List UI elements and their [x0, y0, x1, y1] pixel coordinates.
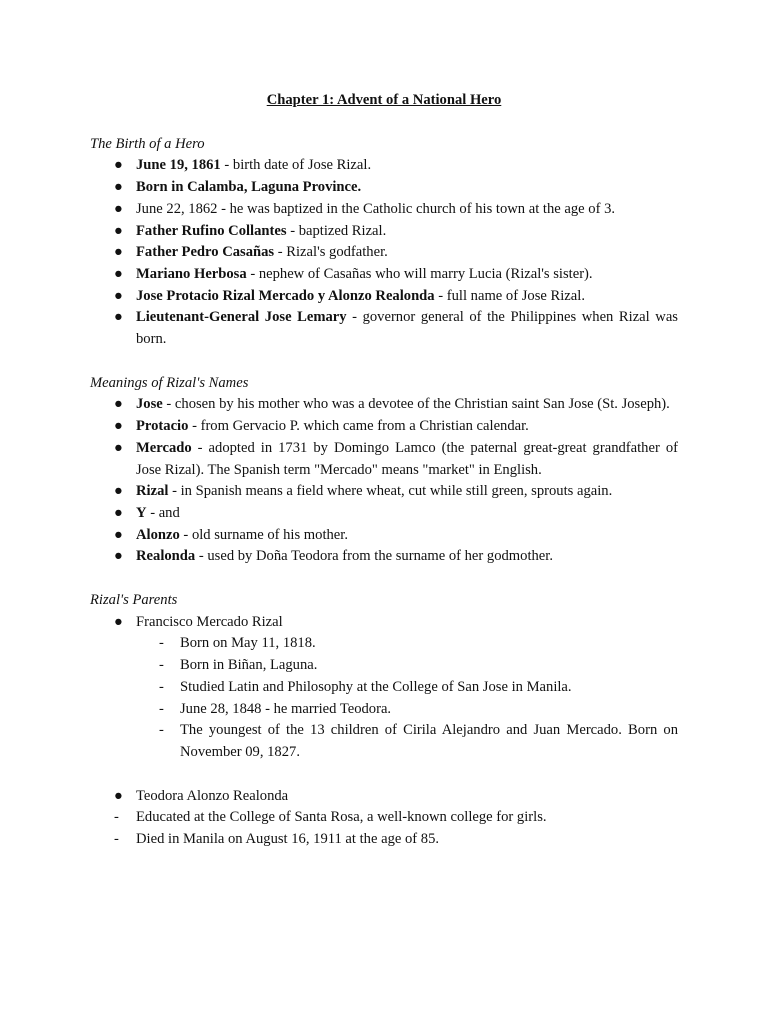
father-details-list: [90, 633, 678, 763]
item-text: - adopted in 1731 by Domingo Lamco (the paternal great-great grandfather of Jose Rizal). The Spanish term "Mercado" means "market" in English.: [136, 439, 678, 478]
section-heading-birth: The Birth of a Hero: [90, 135, 205, 152]
item-term: Father Pedro Casañas: [136, 244, 275, 261]
item-term: Mercado: [136, 439, 192, 456]
item-text: Studied Latin and Philosophy at the College of San Jose in Manila.: [180, 678, 572, 695]
dash-icon: -: [159, 657, 164, 674]
item-text: The youngest of the 13 children of Cirila Alejandro and Juan Mercado. Born on November 09, 1827.: [180, 722, 678, 760]
father-list: [90, 612, 678, 634]
list-item: [90, 155, 678, 177]
chapter-title: Chapter 1: Advent of a National Hero: [266, 92, 502, 108]
bullet-icon: ●: [114, 179, 123, 196]
item-text: - baptized Rizal.: [286, 222, 387, 239]
bullet-icon: ●: [114, 287, 123, 304]
list-item: [90, 699, 678, 721]
bullet-icon: ●: [114, 157, 123, 174]
item-text: - chosen by his mother who was a devotee of the Christian saint San Jose (St. Joseph).: [162, 396, 670, 413]
item-text: - nephew of Casañas who will marry Lucia (Rizal's sister).: [246, 265, 593, 282]
item-term: Father Rufino Collantes: [136, 222, 287, 239]
list-item: [90, 307, 678, 350]
item-text: - Rizal's godfather.: [274, 244, 388, 261]
bullet-icon: ●: [114, 265, 123, 282]
father-name: Francisco Mercado Rizal: [136, 613, 283, 630]
dash-icon: -: [159, 678, 164, 695]
mother-name: Teodora Alonzo Realonda: [136, 787, 289, 804]
list-item: [90, 438, 678, 481]
spacer: [90, 764, 678, 786]
item-text: Born on May 11, 1818.: [180, 635, 316, 652]
item-term: Born in Calamba, Laguna Province.: [136, 179, 362, 196]
list-item: [90, 481, 678, 503]
item-term: Lieutenant-General Jose Lemary: [136, 309, 347, 326]
names-list: [90, 394, 678, 568]
list-item: [90, 525, 678, 547]
list-item-father: [90, 612, 678, 634]
list-item: [90, 177, 678, 199]
list-item: [90, 546, 678, 568]
item-term: Alonzo: [136, 526, 180, 543]
item-text: - in Spanish means a field where wheat, cut while still green, sprouts again.: [168, 483, 613, 500]
list-item: [90, 677, 678, 699]
item-text: - used by Doña Teodora from the surname of her godmother.: [195, 548, 553, 565]
dash-icon: -: [159, 635, 164, 652]
list-item: [90, 286, 678, 308]
item-term: Realonda: [136, 548, 196, 565]
list-item: [90, 242, 678, 264]
section-heading-names: Meanings of Rizal's Names: [90, 374, 249, 391]
list-item-mother: [90, 786, 678, 808]
list-item: [90, 264, 678, 286]
bullet-icon: ●: [114, 439, 123, 456]
item-term: Protacio: [136, 418, 189, 435]
dash-icon: -: [159, 722, 164, 739]
dash-icon: -: [159, 700, 164, 717]
list-item: [90, 503, 678, 525]
dash-icon: -: [114, 809, 119, 826]
bullet-icon: ●: [114, 787, 123, 804]
item-term: Rizal: [136, 483, 169, 500]
mother-list: [90, 786, 678, 808]
item-text: - birth date of Jose Rizal.: [220, 157, 372, 174]
item-term: Jose Protacio Rizal Mercado y Alonzo Realonda: [136, 287, 435, 304]
item-term: Y: [136, 504, 147, 521]
birth-list: [90, 155, 678, 350]
mother-details-list: [90, 807, 678, 850]
item-text: Born in Biñan, Laguna.: [180, 657, 318, 674]
bullet-icon: ●: [114, 222, 123, 239]
bullet-icon: ●: [114, 613, 123, 630]
item-text: - and: [146, 504, 180, 521]
document-body: [90, 90, 678, 851]
list-item: [90, 633, 678, 655]
item-term: June 19, 1861: [136, 157, 221, 174]
item-text: - old surname of his mother.: [179, 526, 348, 543]
list-item: [90, 829, 678, 851]
bullet-icon: ●: [114, 548, 123, 565]
list-item: [90, 221, 678, 243]
item-term: Mariano Herbosa: [136, 265, 247, 282]
item-text: Died in Manila on August 16, 1911 at the age of 85.: [136, 831, 440, 848]
list-item: [90, 655, 678, 677]
bullet-icon: ●: [114, 396, 123, 413]
bullet-icon: ●: [114, 309, 123, 326]
bullet-icon: ●: [114, 483, 123, 500]
bullet-icon: ●: [114, 200, 123, 217]
bullet-icon: ●: [114, 418, 123, 435]
list-item: [90, 199, 678, 221]
item-text: - from Gervacio P. which came from a Christian calendar.: [188, 418, 529, 435]
item-text: - full name of Jose Rizal.: [434, 287, 585, 304]
item-text: June 28, 1848 - he married Teodora.: [180, 700, 392, 717]
list-item: [90, 394, 678, 416]
bullet-icon: ●: [114, 526, 123, 543]
item-text: - governor general of the Philippines when Rizal was born.: [136, 309, 678, 348]
list-item: [90, 416, 678, 438]
bullet-icon: ●: [114, 504, 123, 521]
item-text: June 22, 1862 - he was baptized in the Catholic church of his town at the age of 3.: [136, 200, 616, 217]
dash-icon: -: [114, 831, 119, 848]
item-text: Educated at the College of Santa Rosa, a well-known college for girls.: [136, 809, 547, 826]
list-item: [90, 720, 678, 763]
section-heading-parents: Rizal's Parents: [90, 592, 178, 609]
bullet-icon: ●: [114, 244, 123, 261]
list-item: [90, 807, 678, 829]
item-term: Jose: [136, 396, 163, 413]
